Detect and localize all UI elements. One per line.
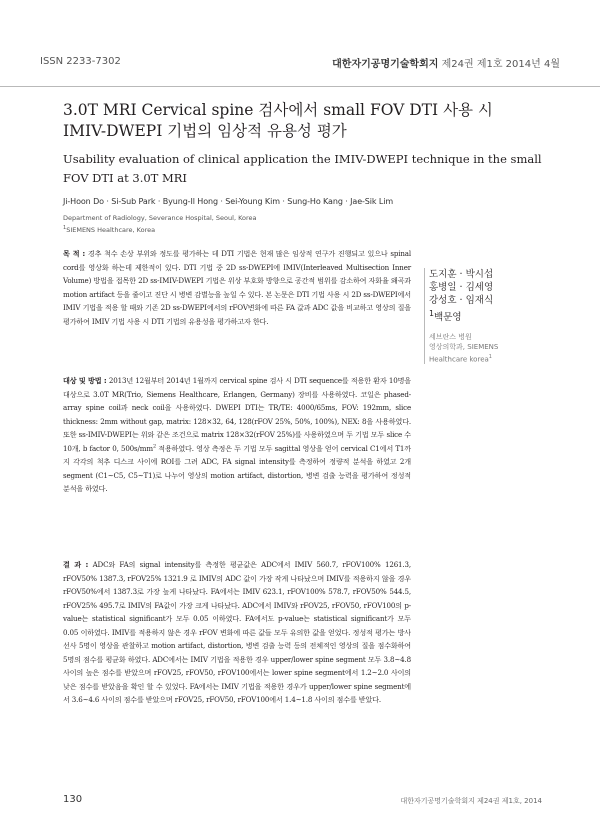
results-heading: 결 과 : [63, 560, 89, 569]
korean-author-last: 백문영 [434, 312, 462, 324]
footer-journal: 대한자기공명기술학회지 제24권 제1호, 2014 [400, 797, 542, 805]
korean-author-line-4 [429, 307, 555, 324]
methods-text-a: 2013년 12월부터 2014년 1월까지 cervical spine 검사 시 DTI sequence를 적용한 환자 10명을 대상으로 3.0T MR(Trio, Siemens Healthcare, Erlangen, Germany) 장비를 사용하였다. 코일은 phased-array spine coil과 neck coil을 사용하였다. DWEPI DTI는 TR/TE: 4000/65ms, FOV: 192mm, slice thickness: 2mm without gap, matrix: 128×32, 64, 128(rFOV 25%, 50%, 100%), NEX: 8을 사용하였다. 또한 ss-IMIV-DWEPI는 위와 같은 조건으로 matrix 128×32(rFOV 25%)를 사용하였으며 두 기법 모두 slice 수 10개, b factor 0, 500s/mm [63, 376, 411, 453]
journal-issue: 제24권 제1호 2014년 4월 [441, 59, 560, 70]
korean-author-sidebar [424, 268, 555, 364]
affiliation-2 [63, 223, 563, 235]
affiliations [63, 213, 563, 235]
methods-superscript: 2 [152, 443, 156, 450]
journal-name: 대한자기공명기술학회지 [332, 59, 439, 70]
methods-text-b: 적용하였다. 영상 측정은 두 기법 모두 sagittal 영상을 얻어 cervical C1에서 T1까지 각각의 척추 디스크 사이에 ROI를 그려 ADC, FA signal intensity를 측정하여 정량적 분석을 하였고 2개 segment (C1~C5, C5~T1)로 나누어 영상의 motion artifact, distortion, 병변 검출 능력을 평가하여 정성적 분석을 하였다. [63, 443, 411, 493]
korean-authors [425, 268, 555, 324]
korean-affiliation [425, 332, 555, 364]
korean-affiliation-mark: 1 [488, 354, 492, 361]
korean-author-line-1: 도지훈 · 박시섭 [429, 269, 494, 280]
methods-heading: 대상 및 방법 : [63, 376, 107, 385]
title-english [63, 150, 563, 188]
objective-heading: 목 적 : [63, 249, 86, 258]
korean-affiliation-line-1: 세브란스 병원 [429, 333, 472, 342]
author-list: Ji-Hoon Do · Si-Sub Park · Byung-Il Hong · Sei-Young Kim · Sung-Ho Kang · Jae-Sik Lim [63, 197, 394, 206]
korean-affiliation-line-2: 영상의학과, SIEMENS [429, 343, 499, 352]
korean-author-mark: 1 [429, 309, 435, 318]
abstract-objective [63, 247, 411, 328]
objective-text: 경추 척수 손상 부위와 정도를 평가하는 데 DTI 기법은 현재 많은 임상적 연구가 진행되고 있으나 spinal cord를 영상화 하는데 제한적이 있다. DTI 기법 중 2D ss-DWEPI에 IMIV(Interleaved Multisection Inner Volume) 방법을 접목한 2D ss-IMIV-DWEPI 기법은 위상 부호화 방향으로 공간적 범위를 감소하여 자화율 왜곡과 motion artifact 등을 줄이고 진단 시 병변 감별능을 높일 수 있다. 본 논문은 DTI 기법 사용 시 2D ss-DWEPI에서 IMIV 기법을 적용 할 때와 기존 2D ss-DWEPI에서의 rFOV변화에 따른 FA 값과 ADC 값을 비교하고 영상의 질을 평가하여 IMIV 기법 사용 시 DTI 기법의 유용성을 평가하고자 한다. [63, 249, 411, 326]
results-text: ADC와 FA의 signal intensity를 측정한 평균값은 ADC에서 IMIV 560.7, rFOV100% 1261.3, rFOV50% 1387.3, rFOV25% 1321.9 로 IMIV의 ADC 값이 가장 작게 나타났으며 IMIV를 적용하지 않을 경우 rFOV50%에서 1387.3로 가장 높게 나타났다. FA에서는 IMIV 623.1, rFOV100% 578.7, rFOV50% 544.5, rFOV25% 495.7로 IMIV의 FA값이 가장 크게 나타났다. ADC에서 IMIV와 rFOV25, rFOV50, rFOV100의 p-value는 statistical significant가 모두 0.05 이하였다. FA에서도 p-value는 statistical significant가 모두 0.05 이하였다. IMIV를 적용하지 않은 경우 rFOV 변화에 따른 값들 모두 유의한 값을 얻었다. 정성적 평가는 방사선사 5명이 영상을 관찰하고 motion artifact, distortion, 병변 검출 능력 등의 전체적인 영상의 질을 점수화하여 5명의 점수를 평균화 하였다. ADC에서는 IMIV 기법을 적용한 경우 upper/lower spine segment 모두 3.8~4.8 사이의 높은 점수를 받았으며 rFOV25, rFOV50, rFOV100에서는 lower spine segment에서 1.2~2.0 사이의 낮은 점수를 받았음을 확인 할 수 있었다. FA에서는 IMIV 기법을 적용한 경우가 upper/lower spine segment에서 3.6~4.6 사이의 점수를 받았으며 rFOV25, rFOV50, rFOV100에서 1.4~1.8 사이의 점수를 받았다. [63, 560, 411, 704]
title-english-line-1: Usability evaluation of clinical application the IMIV-DWEPI technique in the small [63, 152, 542, 166]
issn: ISSN 2233-7302 [40, 56, 121, 67]
abstract-methods [63, 374, 411, 496]
abstract-results [63, 558, 411, 707]
affiliation-2-mark: 1 [63, 225, 67, 231]
affiliation-2-text: SIEMENS Healthcare, Korea [66, 226, 156, 235]
page-number: 130 [63, 794, 83, 805]
journal-header [332, 55, 560, 70]
korean-author-line-2: 홍병일 · 김세영 [429, 282, 494, 293]
affiliation-1: Department of Radiology, Severance Hospital, Seoul, Korea [63, 214, 257, 222]
korean-author-line-3: 강성호 · 임재식 [429, 295, 494, 306]
title-korean-line-1: 3.0T MRI Cervical spine 검사에서 small FOV DTI 사용 시 [63, 101, 493, 119]
title-english-line-2: FOV DTI at 3.0T MRI [63, 171, 187, 185]
korean-affiliation-line-3-text: Healthcare korea [429, 355, 489, 364]
title-korean-line-2: IMIV-DWEPI 기법의 임상적 유용성 평가 [63, 122, 347, 140]
korean-affiliation-line-3 [429, 352, 555, 364]
header-rule [0, 86, 600, 87]
title-korean [63, 100, 563, 142]
